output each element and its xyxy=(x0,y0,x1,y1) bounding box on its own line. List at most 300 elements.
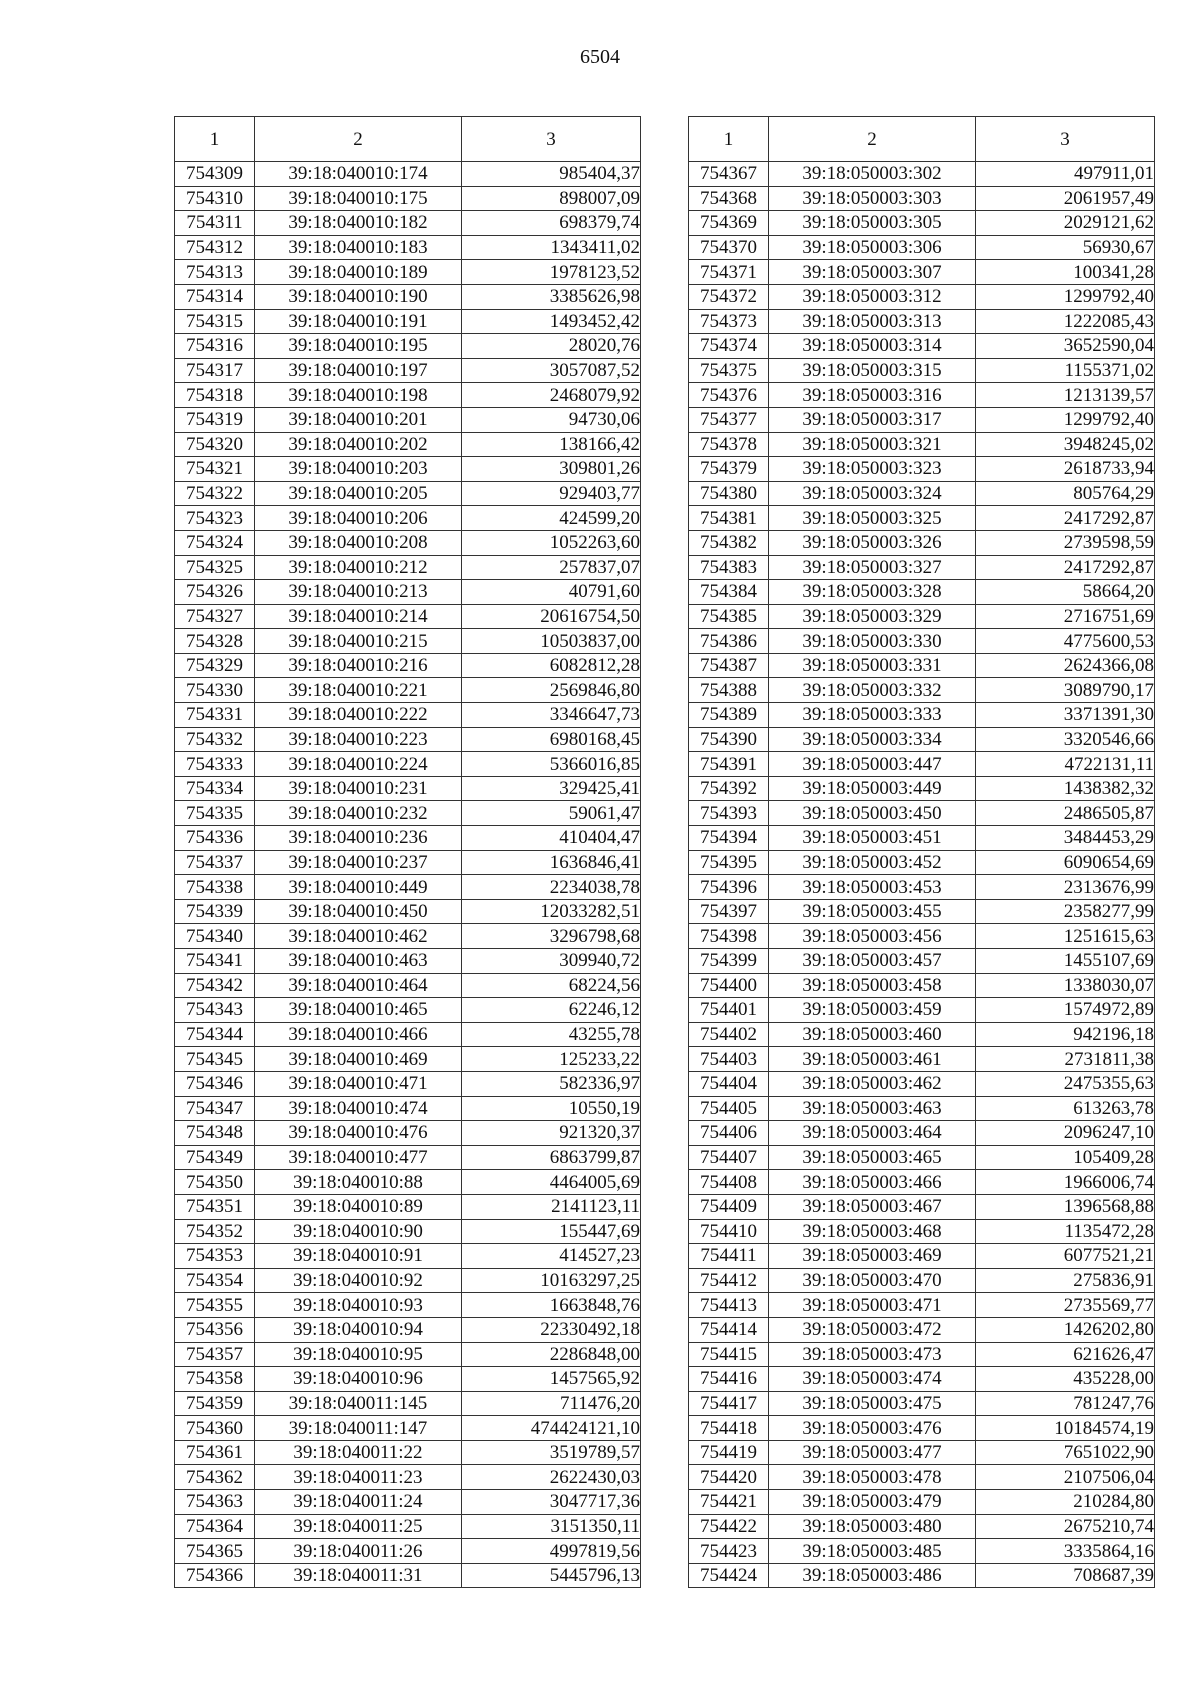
value-cell: 621626,47 xyxy=(976,1342,1155,1367)
cadastral-number-cell: 39:18:040010:464 xyxy=(255,973,462,998)
row-number-cell: 754321 xyxy=(175,457,255,482)
value-cell: 898007,09 xyxy=(462,186,641,211)
row-number-cell: 754368 xyxy=(689,186,769,211)
row-number-cell: 754329 xyxy=(175,653,255,678)
column-header: 2 xyxy=(255,117,462,162)
table-row xyxy=(689,1490,1155,1515)
cadastral-number-cell: 39:18:050003:471 xyxy=(769,1293,976,1318)
cadastral-number-cell: 39:18:050003:460 xyxy=(769,1022,976,1047)
cadastral-number-cell: 39:18:040010:198 xyxy=(255,383,462,408)
cadastral-number-cell: 39:18:050003:470 xyxy=(769,1268,976,1293)
row-number-cell: 754323 xyxy=(175,506,255,531)
row-number-cell: 754420 xyxy=(689,1465,769,1490)
cadastral-number-cell: 39:18:040010:462 xyxy=(255,924,462,949)
table-row xyxy=(689,555,1155,580)
cadastral-number-cell: 39:18:040011:26 xyxy=(255,1539,462,1564)
table-row xyxy=(689,506,1155,531)
table-row xyxy=(175,481,641,506)
value-cell: 1396568,88 xyxy=(976,1194,1155,1219)
table-row xyxy=(689,1465,1155,1490)
cadastral-number-cell: 39:18:040011:22 xyxy=(255,1440,462,1465)
row-number-cell: 754327 xyxy=(175,604,255,629)
value-cell: 43255,78 xyxy=(462,1022,641,1047)
row-number-cell: 754410 xyxy=(689,1219,769,1244)
value-cell: 1493452,42 xyxy=(462,309,641,334)
table-row xyxy=(689,383,1155,408)
value-cell: 105409,28 xyxy=(976,1145,1155,1170)
row-number-cell: 754400 xyxy=(689,973,769,998)
table-row xyxy=(689,481,1155,506)
value-cell: 5366016,85 xyxy=(462,752,641,777)
table-row xyxy=(175,1391,641,1416)
cadastral-number-cell: 39:18:040010:182 xyxy=(255,211,462,236)
row-number-cell: 754406 xyxy=(689,1121,769,1146)
value-cell: 10163297,25 xyxy=(462,1268,641,1293)
row-number-cell: 754365 xyxy=(175,1539,255,1564)
table-row xyxy=(689,899,1155,924)
value-cell: 929403,77 xyxy=(462,481,641,506)
value-cell: 1426202,80 xyxy=(976,1317,1155,1342)
table-row xyxy=(175,1022,641,1047)
row-number-cell: 754311 xyxy=(175,211,255,236)
row-number-cell: 754375 xyxy=(689,358,769,383)
cadastral-number-cell: 39:18:040010:175 xyxy=(255,186,462,211)
cadastral-number-cell: 39:18:050003:474 xyxy=(769,1367,976,1392)
cadastral-number-cell: 39:18:050003:469 xyxy=(769,1244,976,1269)
cadastral-number-cell: 39:18:050003:321 xyxy=(769,432,976,457)
row-number-cell: 754413 xyxy=(689,1293,769,1318)
row-number-cell: 754424 xyxy=(689,1563,769,1588)
table-row xyxy=(175,1539,641,1564)
row-number-cell: 754346 xyxy=(175,1071,255,1096)
cadastral-number-cell: 39:18:050003:333 xyxy=(769,703,976,728)
cadastral-number-cell: 39:18:040010:213 xyxy=(255,580,462,605)
value-cell: 22330492,18 xyxy=(462,1317,641,1342)
cadastral-number-cell: 39:18:040010:201 xyxy=(255,407,462,432)
row-number-cell: 754417 xyxy=(689,1391,769,1416)
row-number-cell: 754422 xyxy=(689,1514,769,1539)
value-cell: 985404,37 xyxy=(462,162,641,187)
value-cell: 613263,78 xyxy=(976,1096,1155,1121)
row-number-cell: 754355 xyxy=(175,1293,255,1318)
value-cell: 1636846,41 xyxy=(462,850,641,875)
table-row xyxy=(689,1047,1155,1072)
value-cell: 1343411,02 xyxy=(462,235,641,260)
table-row xyxy=(175,1145,641,1170)
column-header: 2 xyxy=(769,117,976,162)
value-cell: 1251615,63 xyxy=(976,924,1155,949)
cadastral-number-cell: 39:18:050003:467 xyxy=(769,1194,976,1219)
row-number-cell: 754407 xyxy=(689,1145,769,1170)
value-cell: 3948245,02 xyxy=(976,432,1155,457)
row-number-cell: 754397 xyxy=(689,899,769,924)
cadastral-number-cell: 39:18:050003:466 xyxy=(769,1170,976,1195)
cadastral-number-cell: 39:18:040010:471 xyxy=(255,1071,462,1096)
cadastral-number-cell: 39:18:040010:215 xyxy=(255,629,462,654)
value-cell: 1457565,92 xyxy=(462,1367,641,1392)
table-row xyxy=(175,1268,641,1293)
value-cell: 6090654,69 xyxy=(976,850,1155,875)
cadastral-number-cell: 39:18:040011:24 xyxy=(255,1490,462,1515)
value-cell: 56930,67 xyxy=(976,235,1155,260)
cadastral-number-cell: 39:18:040010:449 xyxy=(255,875,462,900)
cadastral-number-cell: 39:18:050003:307 xyxy=(769,260,976,285)
row-number-cell: 754396 xyxy=(689,875,769,900)
row-number-cell: 754369 xyxy=(689,211,769,236)
row-number-cell: 754415 xyxy=(689,1342,769,1367)
table-row xyxy=(689,1367,1155,1392)
row-number-cell: 754319 xyxy=(175,407,255,432)
row-number-cell: 754374 xyxy=(689,334,769,359)
cadastral-number-cell: 39:18:050003:463 xyxy=(769,1096,976,1121)
row-number-cell: 754386 xyxy=(689,629,769,654)
table-row xyxy=(175,383,641,408)
cadastral-number-cell: 39:18:050003:447 xyxy=(769,752,976,777)
table-row xyxy=(175,1121,641,1146)
row-number-cell: 754325 xyxy=(175,555,255,580)
cadastral-number-cell: 39:18:040010:216 xyxy=(255,653,462,678)
table-row xyxy=(689,973,1155,998)
cadastral-number-cell: 39:18:050003:457 xyxy=(769,949,976,974)
value-cell: 309940,72 xyxy=(462,949,641,974)
value-cell: 2731811,38 xyxy=(976,1047,1155,1072)
table-row xyxy=(175,1071,641,1096)
table-row xyxy=(175,334,641,359)
value-cell: 2107506,04 xyxy=(976,1465,1155,1490)
row-number-cell: 754324 xyxy=(175,530,255,555)
value-cell: 424599,20 xyxy=(462,506,641,531)
row-number-cell: 754383 xyxy=(689,555,769,580)
cadastral-number-cell: 39:18:040010:224 xyxy=(255,752,462,777)
table-row xyxy=(689,1539,1155,1564)
value-cell: 2475355,63 xyxy=(976,1071,1155,1096)
value-cell: 40791,60 xyxy=(462,580,641,605)
data-table-left xyxy=(174,116,641,1588)
cadastral-number-cell: 39:18:040010:202 xyxy=(255,432,462,457)
value-cell: 3296798,68 xyxy=(462,924,641,949)
table-row xyxy=(689,752,1155,777)
cadastral-number-cell: 39:18:050003:459 xyxy=(769,998,976,1023)
row-number-cell: 754387 xyxy=(689,653,769,678)
value-cell: 4775600,53 xyxy=(976,629,1155,654)
table-row xyxy=(175,899,641,924)
value-cell: 62246,12 xyxy=(462,998,641,1023)
cadastral-number-cell: 39:18:040010:95 xyxy=(255,1342,462,1367)
table-row xyxy=(689,629,1155,654)
value-cell: 6863799,87 xyxy=(462,1145,641,1170)
value-cell: 2313676,99 xyxy=(976,875,1155,900)
cadastral-number-cell: 39:18:040010:214 xyxy=(255,604,462,629)
table-row xyxy=(689,1293,1155,1318)
column-header: 1 xyxy=(175,117,255,162)
table-row xyxy=(175,162,641,187)
cadastral-number-cell: 39:18:040010:212 xyxy=(255,555,462,580)
table-row xyxy=(175,1440,641,1465)
cadastral-number-cell: 39:18:050003:478 xyxy=(769,1465,976,1490)
value-cell: 1213139,57 xyxy=(976,383,1155,408)
row-number-cell: 754381 xyxy=(689,506,769,531)
row-number-cell: 754403 xyxy=(689,1047,769,1072)
value-cell: 329425,41 xyxy=(462,776,641,801)
table-row xyxy=(689,162,1155,187)
cadastral-number-cell: 39:18:050003:455 xyxy=(769,899,976,924)
cadastral-number-cell: 39:18:040010:450 xyxy=(255,899,462,924)
table-row xyxy=(689,530,1155,555)
table-row xyxy=(689,998,1155,1023)
value-cell: 1663848,76 xyxy=(462,1293,641,1318)
table-row xyxy=(689,1096,1155,1121)
column-header: 3 xyxy=(976,117,1155,162)
table-row xyxy=(175,826,641,851)
table-row xyxy=(175,555,641,580)
table-row xyxy=(689,1514,1155,1539)
value-cell: 2061957,49 xyxy=(976,186,1155,211)
cadastral-number-cell: 39:18:050003:479 xyxy=(769,1490,976,1515)
row-number-cell: 754382 xyxy=(689,530,769,555)
row-number-cell: 754335 xyxy=(175,801,255,826)
row-number-cell: 754408 xyxy=(689,1170,769,1195)
cadastral-number-cell: 39:18:050003:328 xyxy=(769,580,976,605)
table-row xyxy=(689,703,1155,728)
value-cell: 698379,74 xyxy=(462,211,641,236)
table-row xyxy=(689,1342,1155,1367)
value-cell: 921320,37 xyxy=(462,1121,641,1146)
cadastral-number-cell: 39:18:050003:461 xyxy=(769,1047,976,1072)
value-cell: 5445796,13 xyxy=(462,1563,641,1588)
row-number-cell: 754350 xyxy=(175,1170,255,1195)
cadastral-number-cell: 39:18:040010:195 xyxy=(255,334,462,359)
cadastral-number-cell: 39:18:040010:189 xyxy=(255,260,462,285)
table-row xyxy=(175,407,641,432)
cadastral-number-cell: 39:18:040010:206 xyxy=(255,506,462,531)
cadastral-number-cell: 39:18:040010:469 xyxy=(255,1047,462,1072)
value-cell: 2624366,08 xyxy=(976,653,1155,678)
table-row xyxy=(175,1047,641,1072)
value-cell: 3057087,52 xyxy=(462,358,641,383)
table-row xyxy=(175,211,641,236)
row-number-cell: 754416 xyxy=(689,1367,769,1392)
cadastral-number-cell: 39:18:050003:302 xyxy=(769,162,976,187)
cadastral-number-cell: 39:18:050003:313 xyxy=(769,309,976,334)
table-row xyxy=(175,998,641,1023)
value-cell: 4464005,69 xyxy=(462,1170,641,1195)
row-number-cell: 754364 xyxy=(175,1514,255,1539)
table-row xyxy=(689,727,1155,752)
value-cell: 2417292,87 xyxy=(976,555,1155,580)
value-cell: 275836,91 xyxy=(976,1268,1155,1293)
value-cell: 2622430,03 xyxy=(462,1465,641,1490)
table-row xyxy=(689,1244,1155,1269)
cadastral-number-cell: 39:18:040010:90 xyxy=(255,1219,462,1244)
row-number-cell: 754398 xyxy=(689,924,769,949)
table-row xyxy=(175,1219,641,1244)
value-cell: 3335864,16 xyxy=(976,1539,1155,1564)
table-row xyxy=(175,653,641,678)
table-row xyxy=(175,1170,641,1195)
row-number-cell: 754337 xyxy=(175,850,255,875)
value-cell: 410404,47 xyxy=(462,826,641,851)
table-row xyxy=(175,949,641,974)
cadastral-number-cell: 39:18:040010:190 xyxy=(255,284,462,309)
cadastral-number-cell: 39:18:050003:480 xyxy=(769,1514,976,1539)
table-row xyxy=(175,727,641,752)
cadastral-number-cell: 39:18:040010:183 xyxy=(255,235,462,260)
table-row xyxy=(175,776,641,801)
table-row xyxy=(175,604,641,629)
table-row xyxy=(175,1367,641,1392)
table-row xyxy=(689,1416,1155,1441)
table-row xyxy=(689,1440,1155,1465)
row-number-cell: 754332 xyxy=(175,727,255,752)
table-row xyxy=(689,334,1155,359)
table-row xyxy=(689,1170,1155,1195)
cadastral-number-cell: 39:18:050003:326 xyxy=(769,530,976,555)
value-cell: 100341,28 xyxy=(976,260,1155,285)
cadastral-number-cell: 39:18:050003:472 xyxy=(769,1317,976,1342)
row-number-cell: 754342 xyxy=(175,973,255,998)
cadastral-number-cell: 39:18:050003:327 xyxy=(769,555,976,580)
row-number-cell: 754340 xyxy=(175,924,255,949)
row-number-cell: 754367 xyxy=(689,162,769,187)
table-row xyxy=(689,924,1155,949)
table-row xyxy=(175,457,641,482)
value-cell: 2234038,78 xyxy=(462,875,641,900)
table-row xyxy=(689,580,1155,605)
value-cell: 2716751,69 xyxy=(976,604,1155,629)
cadastral-number-cell: 39:18:040010:222 xyxy=(255,703,462,728)
table-row xyxy=(689,358,1155,383)
value-cell: 4997819,56 xyxy=(462,1539,641,1564)
cadastral-number-cell: 39:18:040010:203 xyxy=(255,457,462,482)
value-cell: 3151350,11 xyxy=(462,1514,641,1539)
row-number-cell: 754351 xyxy=(175,1194,255,1219)
cadastral-number-cell: 39:18:040011:147 xyxy=(255,1416,462,1441)
table-row xyxy=(175,1465,641,1490)
row-number-cell: 754399 xyxy=(689,949,769,974)
cadastral-number-cell: 39:18:040011:25 xyxy=(255,1514,462,1539)
value-cell: 2141123,11 xyxy=(462,1194,641,1219)
table-row xyxy=(689,1022,1155,1047)
row-number-cell: 754345 xyxy=(175,1047,255,1072)
row-number-cell: 754352 xyxy=(175,1219,255,1244)
cadastral-number-cell: 39:18:050003:306 xyxy=(769,235,976,260)
row-number-cell: 754315 xyxy=(175,309,255,334)
table-row xyxy=(689,309,1155,334)
cadastral-number-cell: 39:18:050003:465 xyxy=(769,1145,976,1170)
row-number-cell: 754343 xyxy=(175,998,255,1023)
value-cell: 582336,97 xyxy=(462,1071,641,1096)
value-cell: 1438382,32 xyxy=(976,776,1155,801)
table-header-row xyxy=(689,117,1155,162)
row-number-cell: 754366 xyxy=(175,1563,255,1588)
value-cell: 20616754,50 xyxy=(462,604,641,629)
cadastral-number-cell: 39:18:050003:449 xyxy=(769,776,976,801)
table-row xyxy=(689,432,1155,457)
table-row xyxy=(175,850,641,875)
value-cell: 138166,42 xyxy=(462,432,641,457)
value-cell: 1966006,74 xyxy=(976,1170,1155,1195)
row-number-cell: 754379 xyxy=(689,457,769,482)
cadastral-number-cell: 39:18:050003:476 xyxy=(769,1416,976,1441)
cadastral-number-cell: 39:18:050003:451 xyxy=(769,826,976,851)
table-row xyxy=(175,358,641,383)
data-table-right xyxy=(688,116,1155,1588)
row-number-cell: 754414 xyxy=(689,1317,769,1342)
row-number-cell: 754389 xyxy=(689,703,769,728)
cadastral-number-cell: 39:18:050003:303 xyxy=(769,186,976,211)
table-row xyxy=(175,284,641,309)
row-number-cell: 754371 xyxy=(689,260,769,285)
value-cell: 58664,20 xyxy=(976,580,1155,605)
row-number-cell: 754336 xyxy=(175,826,255,851)
row-number-cell: 754388 xyxy=(689,678,769,703)
row-number-cell: 754333 xyxy=(175,752,255,777)
value-cell: 3346647,73 xyxy=(462,703,641,728)
row-number-cell: 754377 xyxy=(689,407,769,432)
column-header: 3 xyxy=(462,117,641,162)
cadastral-number-cell: 39:18:040010:466 xyxy=(255,1022,462,1047)
value-cell: 309801,26 xyxy=(462,457,641,482)
row-number-cell: 754384 xyxy=(689,580,769,605)
value-cell: 435228,00 xyxy=(976,1367,1155,1392)
cadastral-number-cell: 39:18:040010:463 xyxy=(255,949,462,974)
table-row xyxy=(175,235,641,260)
value-cell: 3519789,57 xyxy=(462,1440,641,1465)
table-row xyxy=(175,1293,641,1318)
cadastral-number-cell: 39:18:040010:476 xyxy=(255,1121,462,1146)
value-cell: 94730,06 xyxy=(462,407,641,432)
value-cell: 1574972,89 xyxy=(976,998,1155,1023)
row-number-cell: 754404 xyxy=(689,1071,769,1096)
table-row xyxy=(689,653,1155,678)
table-row xyxy=(689,1268,1155,1293)
value-cell: 28020,76 xyxy=(462,334,641,359)
table-row xyxy=(689,1121,1155,1146)
row-number-cell: 754370 xyxy=(689,235,769,260)
row-number-cell: 754349 xyxy=(175,1145,255,1170)
value-cell: 6082812,28 xyxy=(462,653,641,678)
row-number-cell: 754353 xyxy=(175,1244,255,1269)
cadastral-number-cell: 39:18:050003:452 xyxy=(769,850,976,875)
cadastral-number-cell: 39:18:050003:453 xyxy=(769,875,976,900)
row-number-cell: 754360 xyxy=(175,1416,255,1441)
row-number-cell: 754373 xyxy=(689,309,769,334)
cadastral-number-cell: 39:18:040010:237 xyxy=(255,850,462,875)
row-number-cell: 754418 xyxy=(689,1416,769,1441)
cadastral-number-cell: 39:18:040010:89 xyxy=(255,1194,462,1219)
table-row xyxy=(689,260,1155,285)
row-number-cell: 754390 xyxy=(689,727,769,752)
value-cell: 414527,23 xyxy=(462,1244,641,1269)
value-cell: 6980168,45 xyxy=(462,727,641,752)
value-cell: 12033282,51 xyxy=(462,899,641,924)
row-number-cell: 754312 xyxy=(175,235,255,260)
cadastral-number-cell: 39:18:040010:465 xyxy=(255,998,462,1023)
value-cell: 942196,18 xyxy=(976,1022,1155,1047)
value-cell: 10550,19 xyxy=(462,1096,641,1121)
table-row xyxy=(175,530,641,555)
value-cell: 2569846,80 xyxy=(462,678,641,703)
cadastral-number-cell: 39:18:040010:205 xyxy=(255,481,462,506)
table-row xyxy=(175,260,641,285)
cadastral-number-cell: 39:18:050003:334 xyxy=(769,727,976,752)
table-row xyxy=(689,1317,1155,1342)
value-cell: 1299792,40 xyxy=(976,284,1155,309)
value-cell: 3652590,04 xyxy=(976,334,1155,359)
row-number-cell: 754419 xyxy=(689,1440,769,1465)
value-cell: 2417292,87 xyxy=(976,506,1155,531)
cadastral-number-cell: 39:18:050003:312 xyxy=(769,284,976,309)
